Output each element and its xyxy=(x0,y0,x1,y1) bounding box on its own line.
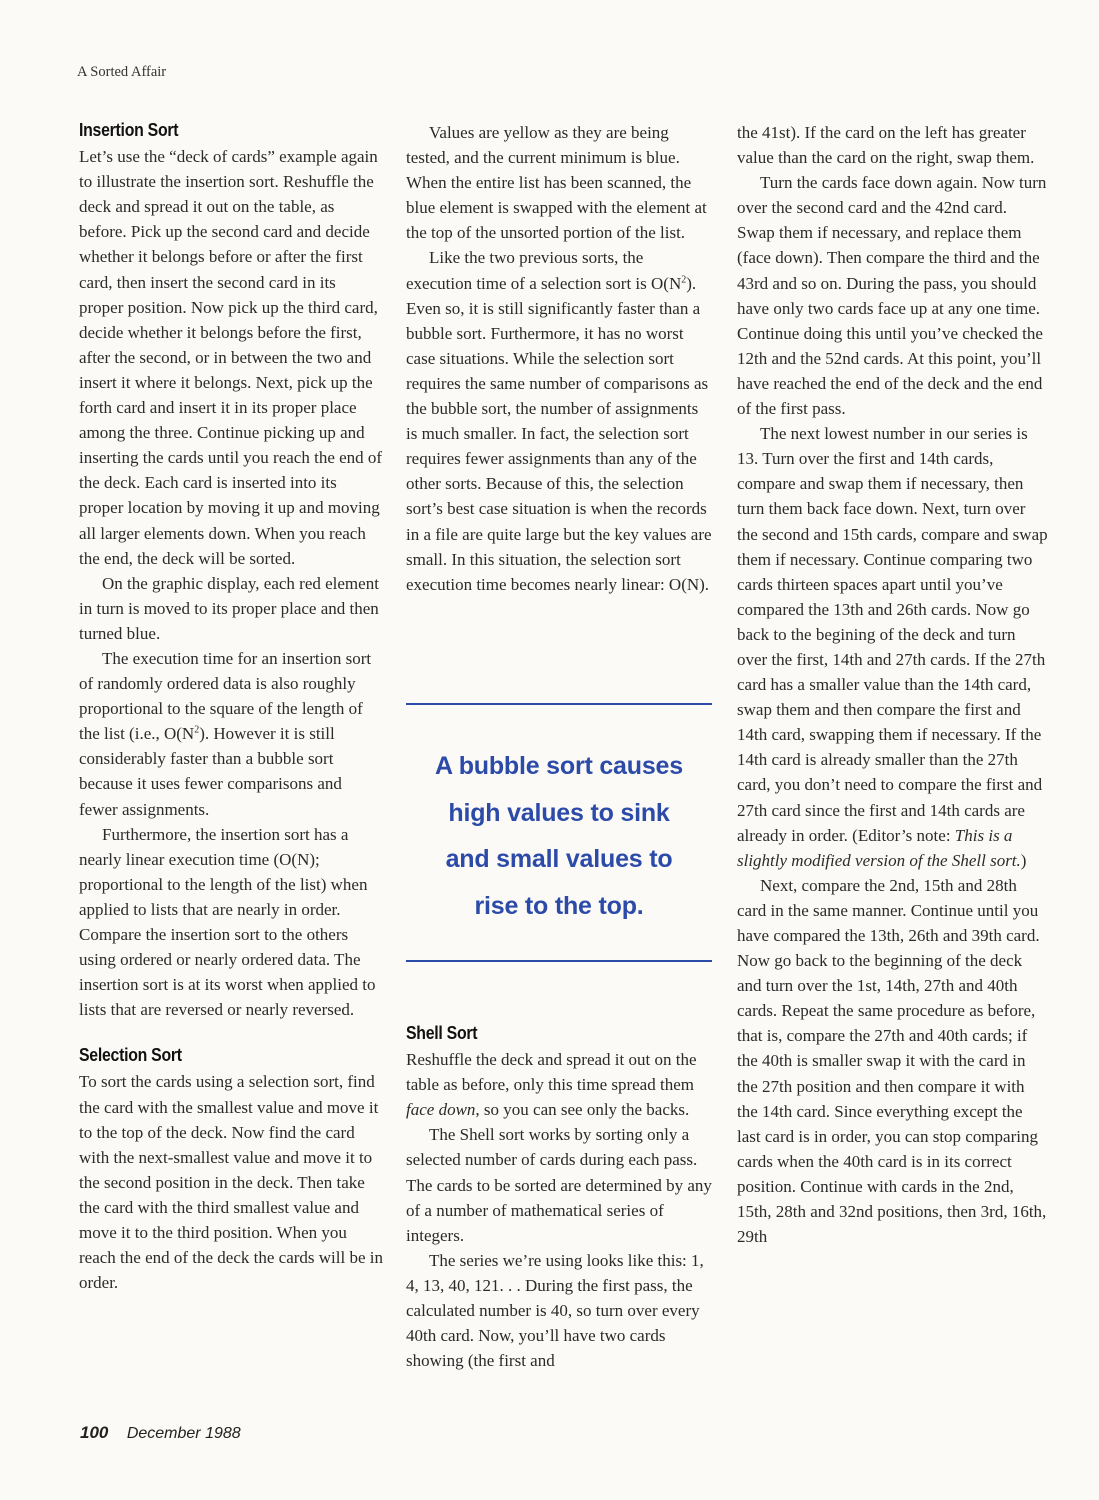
insertion-p3-superscript: 2 xyxy=(194,724,200,736)
shell-p6-text-a: The next lowest number in our series is 13. Turn over the first and 14th cards, compare and swap them if necessary, then turn them back face down. Next, turn over the second and 15th cards, compare and swap them if necessary. Continue comparing two cards thirteen spaces apart until you’ve compared the 13th and 26th cards. Now go back to the begining of the deck and turn over the first, 14th and 27th cards. If the 27th card has a smaller value than the 14th card, swap them and then compare the first and 14th card, swapping them if necessary. If the 14th card is already smaller than the 27th card, you don’t need to compare the first and 27th card since the first and 14th cards are already in order. (Editor’s note: xyxy=(737,424,1048,845)
pull-quote-bottom-rule xyxy=(406,960,712,962)
shell-sort-section xyxy=(406,1021,712,1373)
pull-quote-line-2: high values to sink xyxy=(448,798,670,827)
shell-paragraph-3: The series we’re using looks like this: 1, 4, 13, 40, 121. . . During the first pass, the calculated number is 40, so turn over every 40th card. Now, you’ll have two cards showing (the first and xyxy=(406,1250,704,1371)
shell-p6-text-b: ) xyxy=(1020,850,1027,870)
insertion-p3-text-a: The execution time for an insertion sort of randomly ordered data is also roughly proportional to the square of the length of the list (i.e., O(N xyxy=(79,648,372,744)
pull-quote-text xyxy=(406,743,712,929)
shell-p1-text-b: , so you can see only the backs. xyxy=(475,1100,690,1120)
column-1 xyxy=(79,118,384,1295)
column-3 xyxy=(737,120,1049,1249)
selection-paragraph-3 xyxy=(406,245,712,596)
selection-p3-superscript: 2 xyxy=(681,273,687,285)
shell-paragraph-7: Next, compare the 2nd, 15th and 28th card in the same manner. Continue until you have compared the 13th, 26th and 39th card. Now go back to the beginning of the deck and turn over the 1st, 14th, 27th and 40th cards. Repeat the same procedure as before, that is, compare the 27th and 40th cards; if the 40th is smaller swap it with the card in the 27th position and then compare it with the 14th card. Since everything except the last card is in order, you can stop comparing cards when the 40th card is in its correct position. Continue with cards in the 2nd, 15th, 28th and 32nd positions, then 3rd, 16th, 29th xyxy=(737,875,1047,1247)
shell-p6-emphasis: This is a slightly modified version of the Shell sort. xyxy=(737,825,1021,870)
insertion-p3-text-b: ). However it is still considerably faster than a bubble sort because it uses fewer comparisons and fewer assignments. xyxy=(79,724,342,819)
pull-quote-line-3: and small values to xyxy=(445,845,673,873)
insertion-sort-heading: Insertion Sort xyxy=(79,120,179,140)
shell-sort-heading: Shell Sort xyxy=(406,1023,478,1043)
pull-quote-line-1: A bubble sort causes xyxy=(435,752,683,780)
shell-p1-emphasis: face down xyxy=(406,1100,476,1120)
selection-paragraph-2: Values are yellow as they are being tested, and the current minimum is blue. When the entire list has been scanned, the blue element is swapped with the element at the top of the unsorted portion of the list. xyxy=(406,123,707,243)
issue-date: December 1988 xyxy=(126,1425,241,1442)
pull-quote xyxy=(406,703,712,963)
selection-p3-text-a: Like the two previous sorts, the execution time of a selection sort is O(N xyxy=(406,248,682,293)
pull-quote-top-rule xyxy=(406,703,712,705)
shell-paragraph-2: The Shell sort works by sorting only a selected number of cards during each pass. The cards to be sorted are determined by any of a number of mathematical series of integers. xyxy=(406,1125,712,1245)
selection-sort-heading: Selection Sort xyxy=(79,1045,182,1066)
insertion-paragraph-4: Furthermore, the insertion sort has a nearly linear execution time (O(N); proportional to the length of the list) when applied to lists that are nearly in order. Compare the insertion sort to the others using ordered or nearly ordered data. The insertion sort is at its worst when applied to lists that are reversed or nearly reversed. xyxy=(79,824,376,1020)
page-footer xyxy=(80,1423,241,1443)
selection-p3-text-b: ). Even so, it is still significantly faster than a bubble sort. Furthermore, it has no worst case situations. While the selection sort requires the same number of comparisons as the bubble sort, the number of assignments is much smaller. In fact, the selection sort requires fewer assignments than any of the other sorts. Because of this, the selection sort’s best case situation is when the records in a file are quite large but the key values are small. In this situation, the selection sort execution time becomes nearly linear: O(N). xyxy=(406,273,712,594)
shell-paragraph-5: Turn the cards face down again. Now turn over the second card and the 42nd card. Swap them if necessary, and replace them (face down). Then compare the third and the 43rd and so on. During the pass, you should have only two cards face up at any one time. Continue doing this until you’ve checked the 12th and the 52nd cards. At this point, you’ll have reached the end of the deck and the end of the first pass. xyxy=(737,173,1047,419)
shell-paragraph-6 xyxy=(737,421,1049,873)
column-2 xyxy=(406,120,712,597)
page-number: 100 xyxy=(80,1423,109,1442)
insertion-paragraph-1: Let’s use the “deck of cards” example again to illustrate the insertion sort. Reshuffle the deck and spread it out on the table, as before. Pick up the second card and decide whether it belongs before or after the first card, then insert the second card in its proper position. Now pick up the third card, decide whether it belongs before the first, after the second, or in between the two and insert it where it belongs. Next, pick up the forth card and insert it in its proper place among the three. Continue picking up and inserting the cards until you reach the end of the deck. Each card is inserted into its proper location by moving it up and moving all larger elements down. When you reach the end, the deck will be sorted. xyxy=(79,147,383,568)
insertion-paragraph-3 xyxy=(79,646,384,822)
selection-paragraph-1: To sort the cards using a selection sort, find the card with the smallest value and move it to the top of the deck. Now find the card with the next-smallest value and move it to the second position in the deck. Then take the card with the third smallest value and move it to the third position. When you reach the end of the deck the cards will be in order. xyxy=(79,1072,383,1293)
pull-quote-line-4: rise to the top. xyxy=(474,891,644,920)
shell-p1-text-a: Reshuffle the deck and spread it out on the table as before, only this time spread them xyxy=(406,1050,697,1095)
shell-paragraph-1 xyxy=(406,1047,712,1122)
insertion-paragraph-2: On the graphic display, each red element in turn is moved to its proper place and then turned blue. xyxy=(79,573,379,643)
running-head: A Sorted Affair xyxy=(77,64,167,80)
shell-paragraph-4: the 41st). If the card on the left has greater value than the card on the right, swap them. xyxy=(737,123,1035,168)
